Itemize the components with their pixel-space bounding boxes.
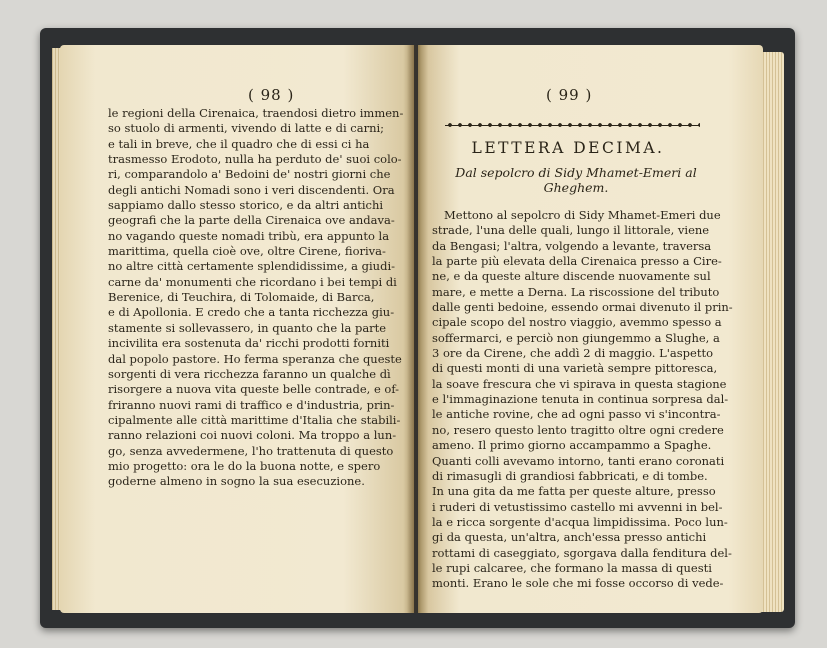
text-line: ranno relazioni coi nuovi coloni. Ma troppo a lun-: [108, 428, 397, 443]
text-line: e l'immaginazione tenuta in continua sorpresa dal-: [432, 392, 729, 407]
text-line: gi da questa, un'altra, anch'essa presso antichi: [432, 530, 707, 545]
text-line: 3 ore da Cirene, che addì 2 di maggio. L'aspetto: [432, 346, 714, 361]
text-line: mio progetto: ora le do la buona notte, e spero: [108, 458, 381, 473]
text-line: strade, l'una delle quali, lungo il littorale, viene: [432, 223, 710, 238]
text-line: i ruderi di vetustissimo castello mi avvenni in bel-: [432, 499, 723, 514]
text-line: stamente si sollevassero, in quanto che la parte: [108, 320, 387, 335]
right-page-body: [432, 208, 733, 592]
text-line: dalle genti bedoine, essendo ormai divenuto il prin-: [432, 300, 733, 315]
text-line: no, resero questo lento tragitto oltre ogni credere: [432, 422, 724, 437]
text-line: mare, e mette a Derna. La riscossione del tributo: [432, 284, 720, 299]
text-line: da Bengasi; l'altra, volgendo a levante, traversa: [432, 238, 712, 253]
text-line: goderne almeno in sogno la sua esecuzione.: [108, 474, 365, 489]
text-line: la soave frescura che vi spirava in questa stagione: [432, 376, 727, 391]
text-line: incivilita era sostenuta da' ricchi prodotti forniti: [108, 336, 390, 351]
text-line: ne, e da queste alture discende nuovamente sul: [432, 269, 711, 284]
text-line: rottami di caseggiato, sgorgava dalla fenditura del-: [432, 545, 732, 560]
left-page-number: ( 98 ): [248, 86, 295, 104]
text-line: sorgenti di vera ricchezza faranno un qualche dì: [108, 366, 391, 381]
left-page-body: [108, 106, 403, 490]
text-line: geografi che la parte della Cirenaica ove andava-: [108, 213, 395, 228]
text-line: cipale scopo del nostro viaggio, avemmo spesso a: [432, 315, 722, 330]
text-line: sappiamo dallo stesso storico, e da altri antichi: [108, 198, 384, 213]
right-page-number: ( 99 ): [546, 86, 593, 104]
text-line: le rupi calcaree, che formano la massa di questi: [432, 560, 712, 575]
text-line: dal popolo pastore. Ho ferma speranza che queste: [108, 351, 402, 366]
text-line: no vagando queste nomadi tribù, era appunto la: [108, 228, 390, 243]
text-line: friranno nuovi rami di traffico e d'industria, prin-: [108, 397, 395, 412]
decorative-dotted-rule: [445, 121, 700, 129]
text-line: In una gita da me fatta per queste alture, presso: [432, 484, 716, 499]
text-line: go, senza avvedermene, l'ho trattenuta di questo: [108, 443, 394, 458]
text-line: Mettono al sepolcro di Sidy Mhamet-Emeri due: [444, 208, 721, 222]
text-line: ri, comparandolo a' Bedoini de' nostri giorni che: [108, 167, 391, 182]
text-line: carne da' monumenti che ricordano i bei tempi di: [108, 274, 397, 289]
letter-heading: LETTERA DECIMA.: [471, 139, 665, 157]
text-line: Berenice, di Teuchira, di Tolomaide, di Barca,: [108, 290, 375, 305]
text-line: Quanti colli avevamo intorno, tanti erano coronati: [432, 453, 725, 468]
text-line: la parte più elevata della Cirenaica presso a Cire-: [432, 254, 722, 269]
text-line: la e ricca sorgente d'acqua limpidissima. Poco lun-: [432, 514, 728, 529]
text-line: di questi monti di una varietà sempre pittoresca,: [432, 361, 718, 376]
text-line: ameno. Il primo giorno accampammo a Spaghe.: [432, 438, 712, 453]
text-line: monti. Erano le sole che mi fosse occorso di vede-: [432, 576, 724, 591]
text-line: e di Apollonia. E credo che a tanta ricchezza giu-: [108, 305, 395, 320]
text-line: risorgere a nuova vita queste belle contrade, e of-: [108, 382, 400, 397]
letter-subheading: Dal sepolcro di Sidy Mhamet-Emeri al Gheghem.: [455, 165, 697, 195]
book-gutter: [407, 45, 421, 613]
text-line: no altre città certamente splendidissime, a giudi-: [108, 259, 396, 274]
text-line: cipalmente alle città marittime d'Italia che stabili-: [108, 412, 401, 427]
text-line: di rimasugli di grandiosi fabbricati, e di tombe.: [432, 468, 708, 483]
text-line: soffermarci, e perciò non giungemmo a Slughe, a: [432, 330, 720, 345]
text-line: so stuolo di armenti, vivendo di latte e di carni;: [108, 121, 385, 136]
text-line: le antiche rovine, che ad ogni passo vi s'incontra-: [432, 407, 721, 422]
text-line: trasmesso Erodoto, nulla ha perduto de' suoi colo-: [108, 152, 402, 167]
right-page-edges: [760, 52, 784, 612]
text-line: e tali in breve, che il quadro che di essi ci ha: [108, 136, 370, 151]
text-line: degli antichi Nomadi sono i veri discendenti. Ora: [108, 182, 395, 197]
text-line: le regioni della Cirenaica, traendosi dietro immen-: [108, 106, 404, 120]
text-line: marittima, quella cioè ove, oltre Cirene, fioriva-: [108, 244, 386, 259]
